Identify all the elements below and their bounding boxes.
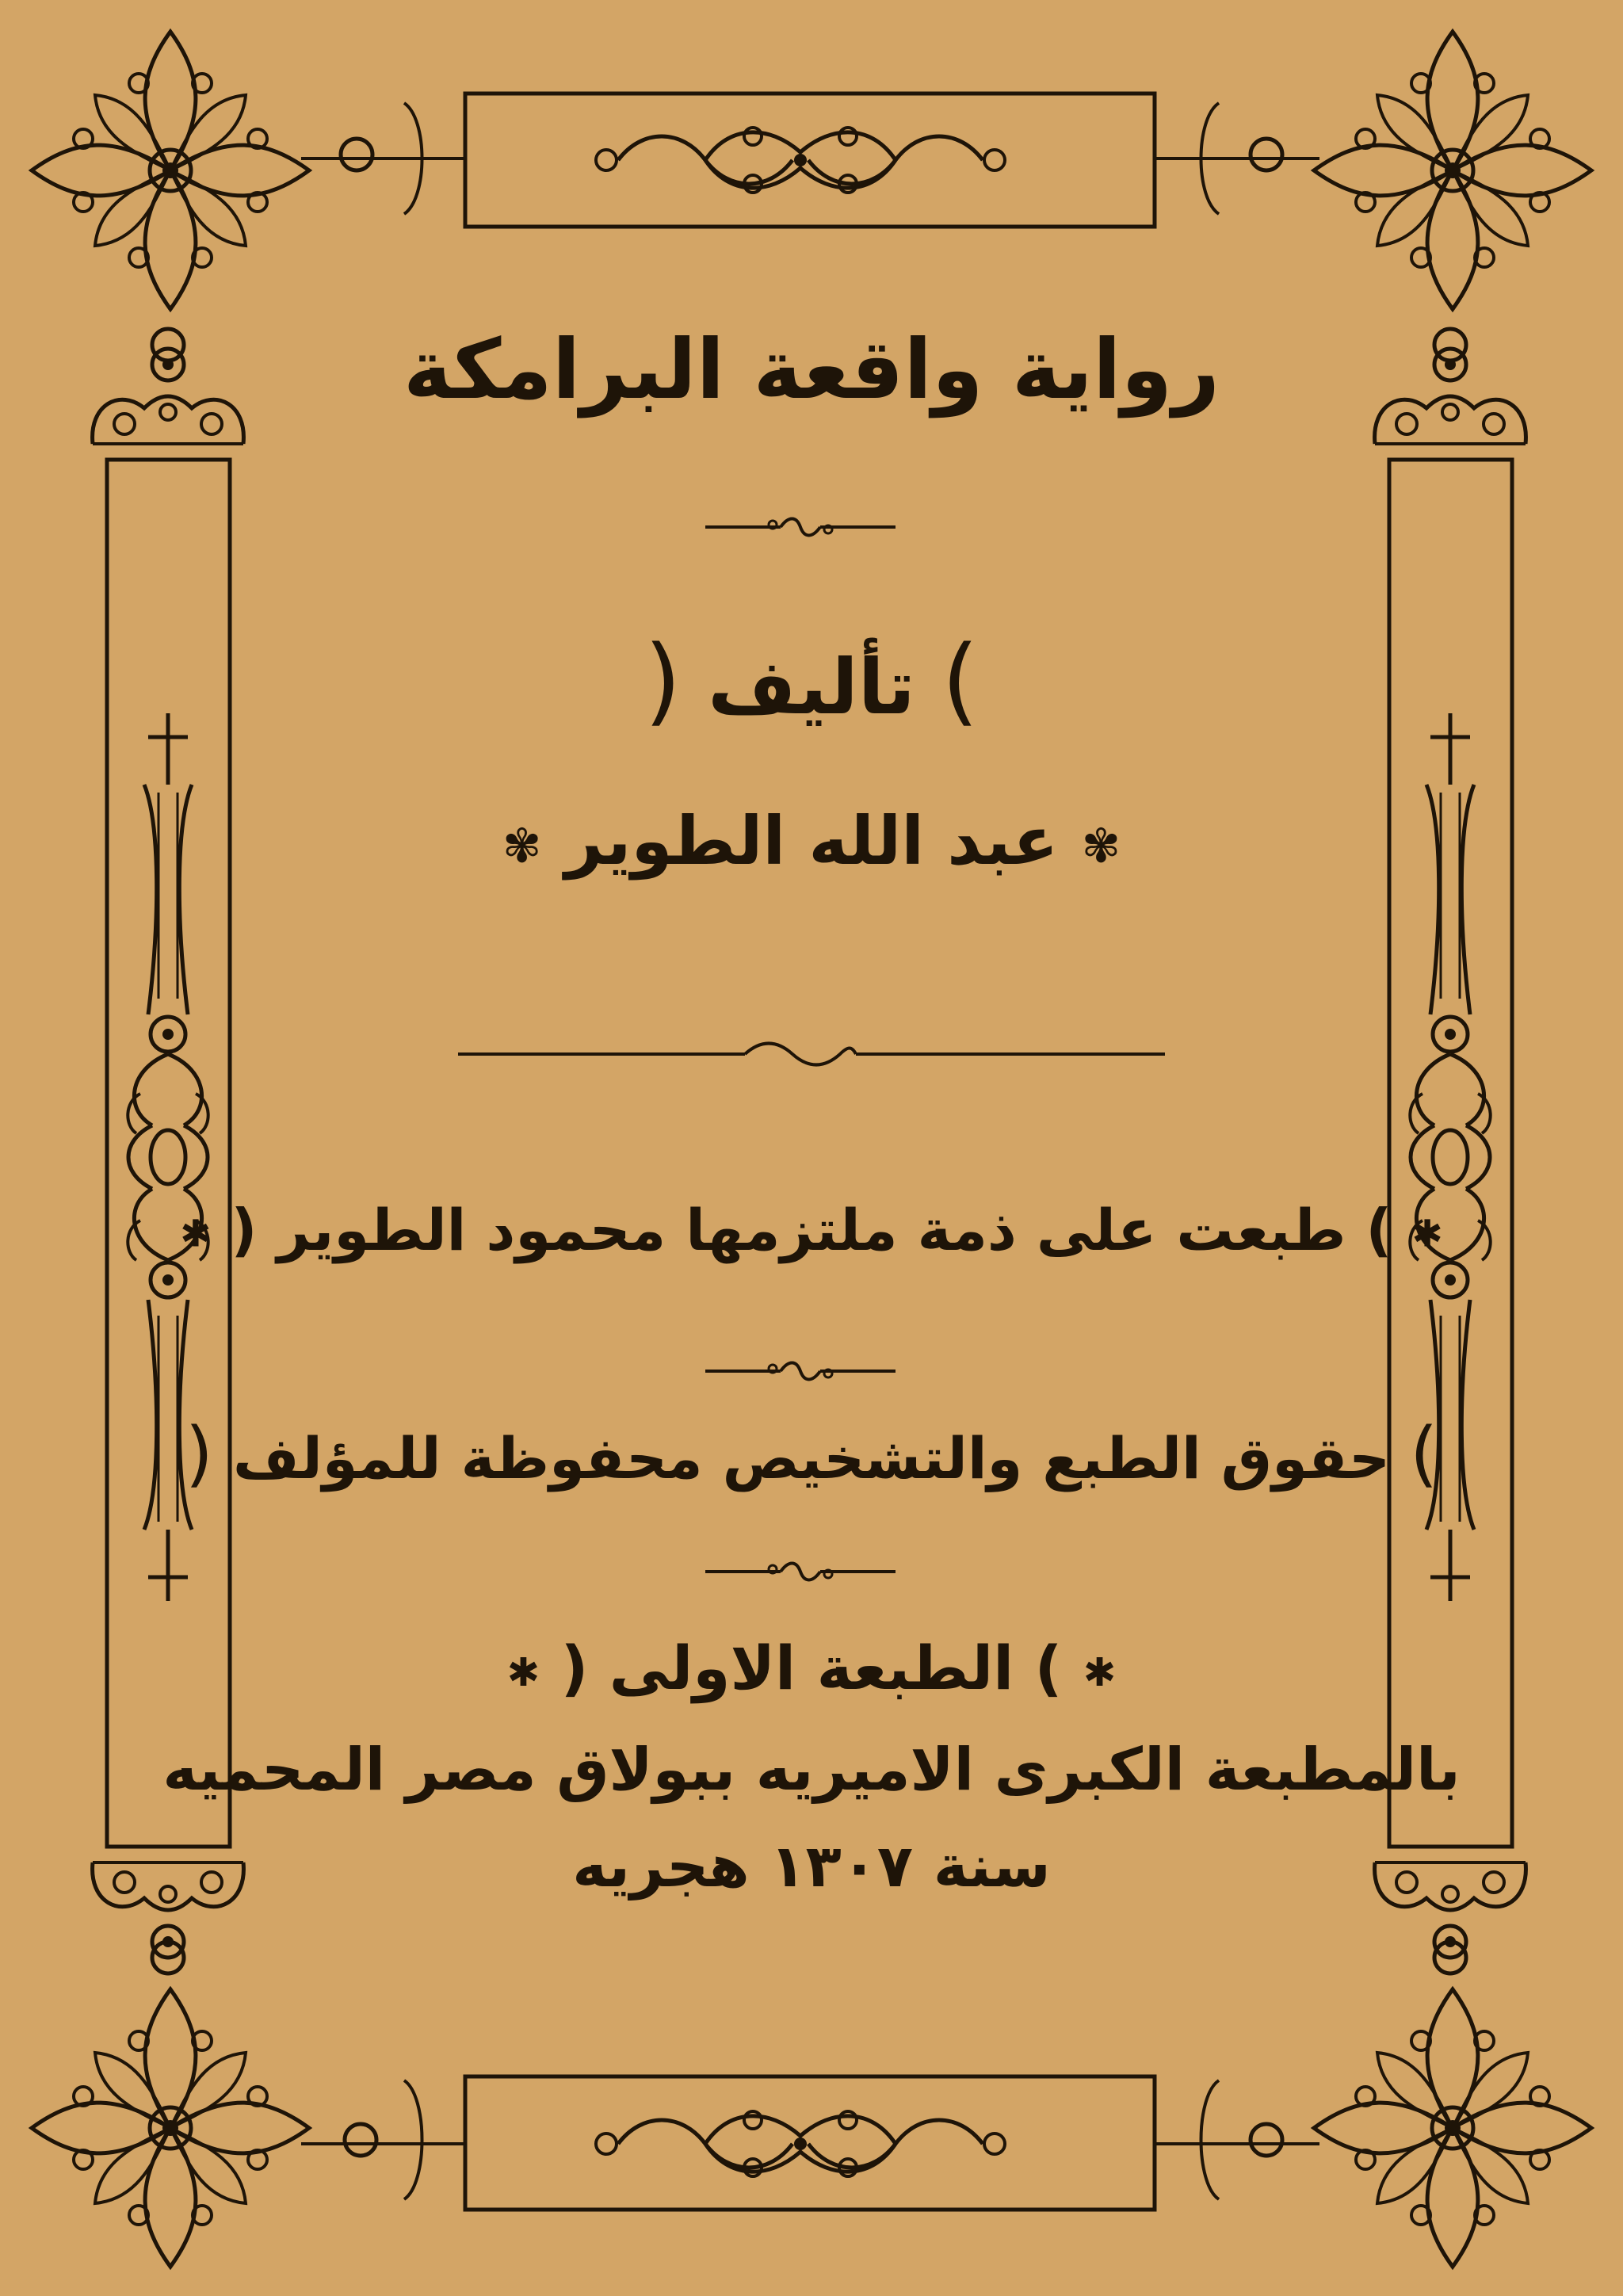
press-line: بالمطبعة الكبرى الاميريه ببولاق مصر المحميه [162,1736,1461,1804]
asterisk-icon: ✱ [506,1649,540,1695]
close-paren: ( [185,1412,213,1496]
book-title: رواية واقعة البرامكة [403,321,1220,418]
printed-for-text: طبعت على ذمة ملتزمها محمود الطوير [277,1197,1346,1263]
rosette-icon: ✾ [502,818,542,873]
rosette-icon: ✾ [1081,818,1121,873]
edition-text: الطبعة الاولى [609,1633,1014,1703]
open-paren: ) [941,626,980,736]
author-name: عبد الله الطوير [564,802,1059,880]
year-line: سنة ١٣٠٧ هجريه [572,1832,1051,1901]
close-paren: ( [643,626,682,736]
author-line [0,802,1623,880]
rights-notice: حقوق الطبع والتشخيص محفوظة للمؤلف [232,1425,1391,1492]
asterisk-icon: ✱ [180,1213,212,1256]
edition-line: ✱ ) الطبعة الاولى ( ✱ [506,1633,1117,1703]
asterisk-icon: ✱ [1083,1649,1117,1695]
printer-line: ✱ ) طبعت على ذمة ملتزمها محمود الطوير ( ✱ [180,1197,1443,1263]
authorship-label-line [0,626,1623,736]
asterisk-icon: ✱ [1411,1213,1443,1256]
authorship-label: تأليف [708,643,915,732]
long-rule [458,1044,1165,1065]
open-paren: ) [1410,1412,1438,1496]
rights-line [0,1412,1623,1496]
